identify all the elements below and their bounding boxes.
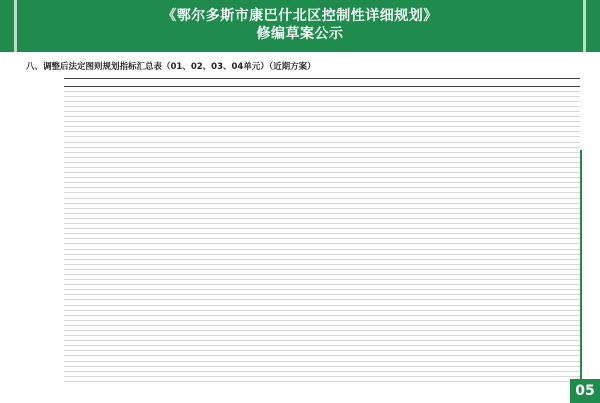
header-accent-left	[14, 0, 17, 52]
header-accent-right	[583, 0, 586, 52]
table-cell	[64, 376, 96, 381]
table-cell	[451, 376, 483, 381]
table-right-column-header	[451, 79, 483, 86]
table-left	[64, 79, 322, 382]
table-cell	[225, 376, 257, 381]
table-left-header	[64, 79, 322, 86]
page-number: 05	[570, 379, 600, 403]
table-cell	[161, 376, 193, 381]
table-cell	[419, 376, 451, 381]
table-right-column-header	[483, 79, 515, 86]
document-subtitle: 修编草案公示	[256, 26, 344, 42]
table-row	[64, 376, 322, 381]
indicator-table-left	[64, 78, 322, 390]
section-title: 八、调整后法定图则规划指标汇总表（01、02、03、04单元）（近期方案）	[26, 62, 316, 72]
table-cell	[129, 376, 161, 381]
table-cell	[96, 376, 128, 381]
document-title: 《鄂尔多斯市康巴什北区控制性详细规划》	[162, 8, 438, 24]
table-left-column-header	[96, 79, 128, 86]
table-left-body	[64, 86, 322, 381]
table-right-column-header	[322, 79, 354, 86]
table-left-column-header	[129, 79, 161, 86]
table-cell	[516, 376, 548, 381]
table-cell	[290, 376, 322, 381]
table-right-column-header	[548, 79, 580, 86]
table-left-column-header	[290, 79, 322, 86]
table-right-body	[322, 86, 580, 381]
table-cell	[483, 376, 515, 381]
indicator-table-right	[322, 78, 580, 390]
table-cell	[193, 376, 225, 381]
table-left-column-header	[193, 79, 225, 86]
table-cell	[322, 376, 354, 381]
table-right-column-header	[354, 79, 386, 86]
table-right-column-header	[387, 79, 419, 86]
table-left-column-header	[64, 79, 96, 86]
side-decor-bar	[580, 150, 582, 380]
header-banner	[0, 0, 600, 52]
table-row	[322, 376, 580, 381]
table-left-column-header	[161, 79, 193, 86]
table-cell	[354, 376, 386, 381]
table-right	[322, 79, 580, 382]
table-cell	[387, 376, 419, 381]
table-left-column-header	[258, 79, 290, 86]
table-cell	[258, 376, 290, 381]
table-right-header	[322, 79, 580, 86]
table-right-column-header	[516, 79, 548, 86]
table-right-column-header	[419, 79, 451, 86]
table-left-column-header	[225, 79, 257, 86]
